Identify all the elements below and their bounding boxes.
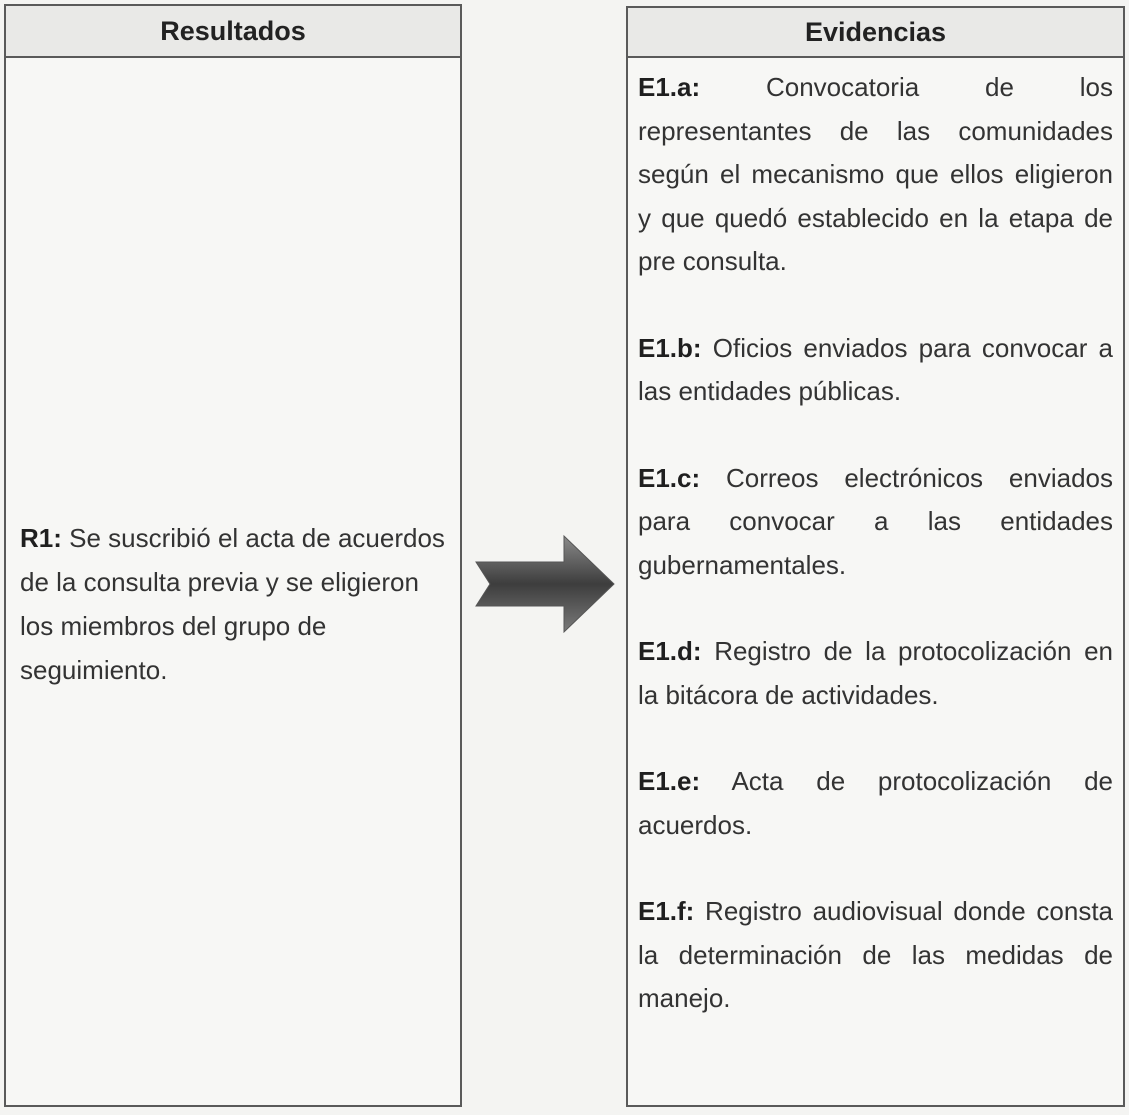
- evidence-label: E1.e:: [638, 766, 701, 796]
- evidence-item-e1a: [638, 66, 1113, 284]
- result-r1: [20, 516, 450, 692]
- evidence-item-e1c: [638, 457, 1113, 588]
- evidence-text: Convocatoria de los representantes de las comunidades según el mecanismo que ellos eligieron y que quedó establecido en la etapa de pre consulta.: [638, 72, 1113, 276]
- evidence-item-e1e: [638, 760, 1113, 847]
- evidence-text: Registro audiovisual donde consta la determinación de las medidas de manejo.: [638, 896, 1113, 1013]
- evidence-header: Evidencias: [628, 8, 1123, 58]
- evidence-label: E1.c:: [638, 462, 701, 493]
- results-header: Resultados: [6, 6, 460, 58]
- evidence-label: E1.f:: [638, 896, 695, 926]
- evidence-label: E1.b:: [638, 332, 702, 363]
- evidence-text: Registro de la protocolización en la bitácora de actividades.: [638, 636, 1113, 710]
- results-panel: [4, 4, 462, 1107]
- evidence-list: [628, 58, 1123, 1021]
- evidence-item-e1f: [638, 890, 1113, 1021]
- evidence-text: Correos electrónicos enviados para convocar a las entidades gubernamentales.: [638, 462, 1113, 580]
- evidence-text: Oficios enviados para convocar a las entidades públicas.: [638, 332, 1113, 406]
- evidence-label: E1.d:: [638, 636, 702, 666]
- evidence-text: Acta de protocolización de acuerdos.: [638, 766, 1113, 840]
- evidence-item-e1d: [638, 630, 1113, 717]
- evidence-panel: [626, 6, 1125, 1107]
- result-text: Se suscribió el acta de acuerdos de la consulta previa y se eligieron los miembros del grupo de seguimiento.: [20, 523, 445, 685]
- evidence-item-e1b: [638, 327, 1113, 414]
- evidence-label: E1.a:: [638, 72, 701, 102]
- result-label: R1:: [20, 523, 62, 553]
- right-arrow-icon: [470, 518, 620, 648]
